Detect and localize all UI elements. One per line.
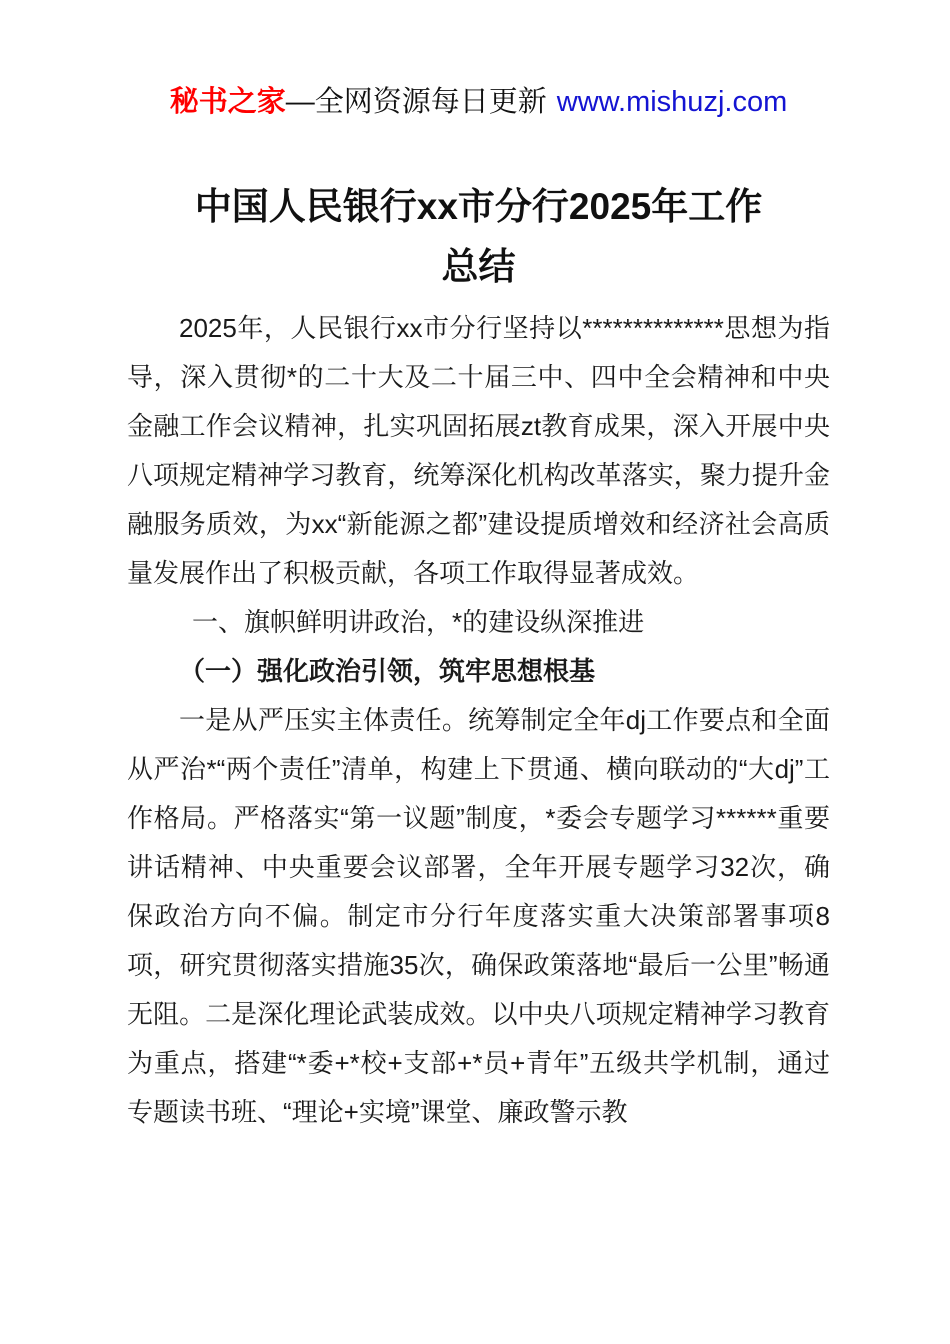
site-header (127, 84, 830, 120)
subsection-heading: （一）强化政治引领，筑牢思想根基 (179, 656, 596, 686)
site-url-link[interactable]: www.mishuzj.com (556, 86, 788, 118)
brand-text: 秘书之家 (169, 86, 286, 118)
section-heading: 一、旗帜鲜明讲政治，*的建设纵深推进 (192, 607, 645, 637)
intro-paragraph: 2025年，人民银行xx市分行坚持以**************思想为指导，深入贯彻*的二十大及二十届三中、四中全会精神和中央金融工作会议精神，扎实巩固拓展zt教育成果，深入开展中央八项规定精神学习教育，统筹深化机构改革落实，聚力提升金融服务质效，为xx“新能源之都”建设提质增效和经济社会高质量发展作出了积极贡献，各项工作取得显著成效。 (127, 313, 830, 588)
body-paragraph: 一是从严压实主体责任。统筹制定全年dj工作要点和全面从严治*“两个责任”清单，构建上下贯通、横向联动的“大dj”工作格局。严格落实“第一议题”制度，*委会专题学习******重要讲话精神、中央重要会议部署，全年开展专题学习32次，确保政治方向不偏。制定市分行年度落实重大决策部署事项8项，研究贯彻落实措施35次，确保政策落地“最后一公里”畅通无阻。二是深化理论武装成效。以中央八项规定精神学习教育为重点，搭建“*委+*校+支部+*员+青年”五级共学机制，通过专题读书班、“理论+实境”课堂、廉政警示教 (127, 705, 830, 1127)
header-tagline: —全网资源每日更新 (285, 86, 547, 118)
document-title: 中国人民银行xx市分行2025年工作总结 (194, 186, 763, 287)
